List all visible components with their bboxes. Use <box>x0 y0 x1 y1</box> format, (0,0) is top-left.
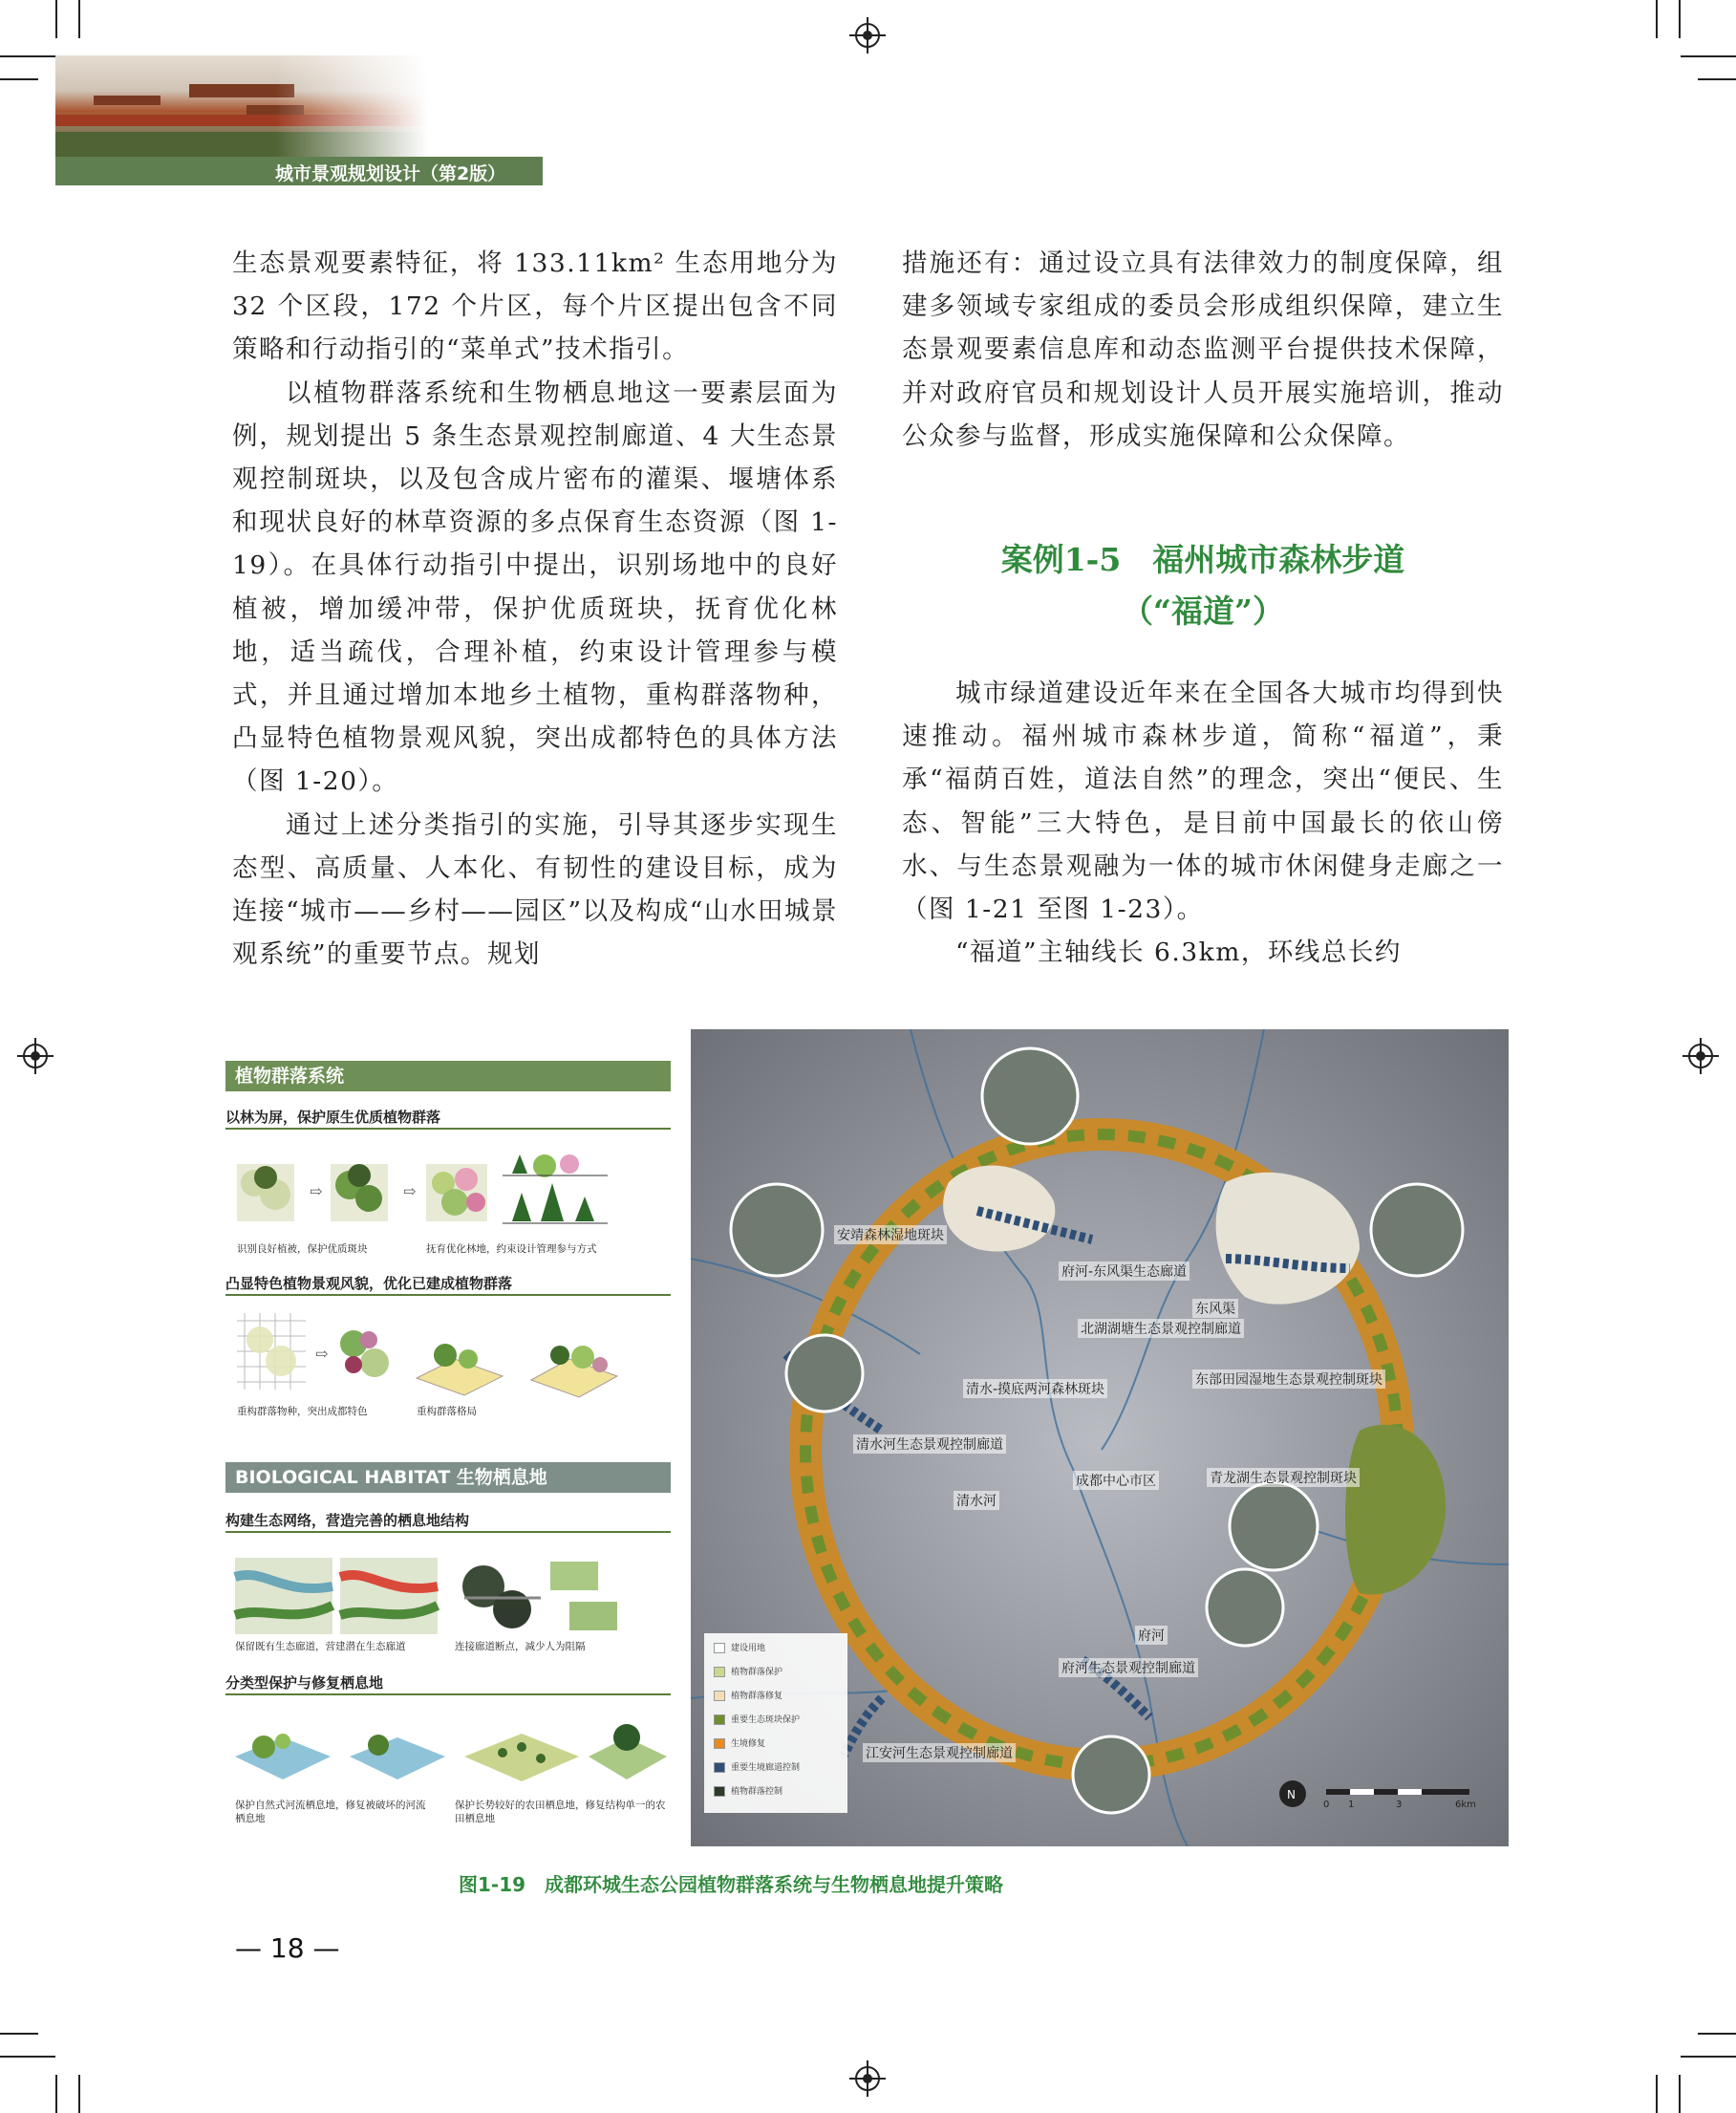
legend-item: 重要生态斑块保护 <box>714 1714 800 1726</box>
map-label: 青龙湖生态景观控制斑块 <box>1207 1468 1360 1487</box>
map-label: 府河 <box>1135 1626 1168 1645</box>
section-title-habitat: BIOLOGICAL HABITAT 生物栖息地 <box>225 1462 671 1493</box>
right-text-column-bottom <box>902 672 1504 974</box>
crop-mark <box>1679 2075 1681 2113</box>
crop-mark <box>1679 0 1681 38</box>
crop-mark <box>1681 2056 1736 2058</box>
map-label: 东部田园湿地生态景观控制斑块 <box>1192 1369 1385 1389</box>
map-label: 清水河 <box>954 1491 999 1510</box>
caption: 重构群落格局 <box>417 1406 477 1417</box>
paragraph: “福道”主轴线长 6.3km，环线总长约 <box>955 938 1402 968</box>
north-arrow-label: N <box>1287 1788 1296 1801</box>
legend-item: 生境修复 <box>714 1738 765 1750</box>
caption: 保留既有生态廊道，营建潜在生态廊道 <box>235 1641 406 1652</box>
map-label: 府河-东风渠生态廊道 <box>1059 1261 1189 1281</box>
crop-mark <box>55 0 57 38</box>
plant-restore-diagram <box>225 1302 671 1407</box>
section-title-plant: 植物群落系统 <box>225 1061 671 1091</box>
crop-mark <box>1656 0 1658 38</box>
caption: 保护自然式河流栖息地，修复被破坏的河流栖息地 <box>235 1800 426 1824</box>
registration-mark <box>855 23 880 48</box>
map-label: 府河生态景观控制廊道 <box>1059 1658 1198 1677</box>
habitat-network-diagram <box>225 1539 671 1644</box>
crop-mark <box>78 0 80 38</box>
scale-label: 3 <box>1396 1800 1403 1810</box>
paragraph: 城市绿道建设近年来在全国各大城市均得到快速推动。福州城市森林步道，简称“福道”，秉承“福荫百姓，道法自然”的理念，突出“便民、生态、智能”三大特色，是目前中国最长的依山傍水、与生态景观融为一体的城市休闲健身走廊之一（图 1-21 至图 1-23）。 <box>902 679 1504 925</box>
map-label: 江安河生态景观控制廊道 <box>863 1743 1016 1762</box>
case-title-line1: 案例1-5 福州城市森林步道 <box>1000 541 1405 578</box>
crop-mark <box>0 2056 55 2058</box>
figure-caption: 图1-19 成都环城生态公园植物群落系统与生物栖息地提升策略 <box>459 1873 1004 1896</box>
subheading: 构建生态网络，营造完善的栖息地结构 <box>225 1510 671 1533</box>
svg-text:⇨: ⇨ <box>403 1182 417 1200</box>
scale-label: 6km <box>1455 1800 1476 1810</box>
caption: 抚育优化林地，约束设计管理参与方式 <box>426 1243 597 1255</box>
ring-park-map <box>691 1029 1509 1846</box>
svg-text:⇨: ⇨ <box>310 1182 323 1200</box>
crop-mark <box>1698 78 1736 80</box>
paragraph: 通过上述分类指引的实施，引导其逐步实现生态型、高质量、人本化、有韧性的建设目标，成为连接“城市——乡村——园区”以及构成“山水田城景观系统”的重要节点。规划 <box>232 809 838 970</box>
subheading: 以林为屏，保护原生优质植物群落 <box>225 1107 671 1130</box>
figure-left-panel <box>225 1061 675 1837</box>
paragraph: 以植物群落系统和生物栖息地这一要素层面为例，规划提出 5 条生态景观控制廊道、4 大生态景观控制斑块，以及包含成片密布的灌渠、堰塘体系和现状良好的林草资源的多点保育生态资源（图 1-19）。在具体行动指引中提出，识别场地中的良好植被，增加缓冲带，保护优质斑块，抚育优化林地，适当疏伐，合理补植，约束设计管理参与模式，并且通过增加本地乡土植物，重构群落物种，凸显特色植物景观风貌，突出成都特色的具体方法（图 1-20）。 <box>232 377 838 797</box>
habitat-restore-diagram <box>225 1699 671 1795</box>
left-text-column <box>232 242 838 976</box>
legend-item: 植物群落保护 <box>714 1667 782 1678</box>
subheading: 凸显特色植物景观风貌，优化已建成植物群落 <box>225 1273 671 1296</box>
svg-text:⇨: ⇨ <box>315 1345 329 1363</box>
crop-mark <box>1681 55 1736 57</box>
crop-mark <box>55 2075 57 2113</box>
map-label: 清水-摸底两河森林斑块 <box>963 1379 1107 1398</box>
paragraph: 生态景观要素特征，将 133.11km² 生态用地分为 32 个区段，172 个片区，每个片区提出包含不同策略和行动指引的“菜单式”技术指引。 <box>232 248 838 365</box>
crop-mark <box>0 55 55 57</box>
crop-mark <box>0 78 38 80</box>
plant-protect-diagram <box>225 1135 671 1250</box>
map-label: 东风渠 <box>1192 1299 1238 1318</box>
registration-mark <box>855 2066 880 2091</box>
legend-item: 建设用地 <box>714 1643 765 1654</box>
crop-mark <box>78 2075 80 2113</box>
caption: 识别良好植被，保护优质斑块 <box>237 1243 368 1255</box>
legend-item: 重要生境廊道控制 <box>714 1762 800 1774</box>
subheading: 分类型保护与修复栖息地 <box>225 1672 671 1695</box>
scale-label: 1 <box>1348 1800 1355 1810</box>
map-label: 北湖湖塘生态景观控制廊道 <box>1078 1319 1244 1338</box>
scale-label: 0 <box>1323 1800 1330 1810</box>
legend-item: 植物群落修复 <box>714 1691 782 1702</box>
map-label: 安靖森林湿地斑块 <box>834 1225 947 1244</box>
right-text-column-top <box>902 242 1504 458</box>
legend-item: 植物群落控制 <box>714 1786 782 1798</box>
crop-mark <box>1698 2033 1736 2035</box>
registration-mark <box>1688 1044 1713 1068</box>
map-legend <box>704 1633 847 1813</box>
case-title-line2: （“福道”） <box>1122 593 1284 630</box>
header-bar <box>55 157 543 185</box>
caption: 保护长势较好的农田栖息地，修复结构单一的农田栖息地 <box>455 1800 666 1824</box>
paragraph: 措施还有：通过设立具有法律效力的制度保障，组建多领域专家组成的委员会形成组织保障，建立生态景观要素信息库和动态监测平台提供技术保障，并对政府官员和规划设计人员开展实施培训，推动公众参与监督，形成实施保障和公众保障。 <box>902 248 1504 451</box>
book-title: 城市景观规划设计（第2版） <box>275 163 506 184</box>
map-label: 清水河生态景观控制廊道 <box>853 1434 1006 1454</box>
registration-mark <box>23 1044 48 1068</box>
crop-mark <box>1656 2075 1658 2113</box>
crop-mark <box>0 2033 38 2035</box>
caption: 连接廊道断点，减少人为阻隔 <box>455 1641 586 1652</box>
header-photo <box>55 55 428 157</box>
page-number: — 18 — <box>235 1932 340 1964</box>
caption: 重构群落物种，突出成都特色 <box>237 1406 368 1417</box>
map-label: 成都中心市区 <box>1073 1471 1159 1490</box>
